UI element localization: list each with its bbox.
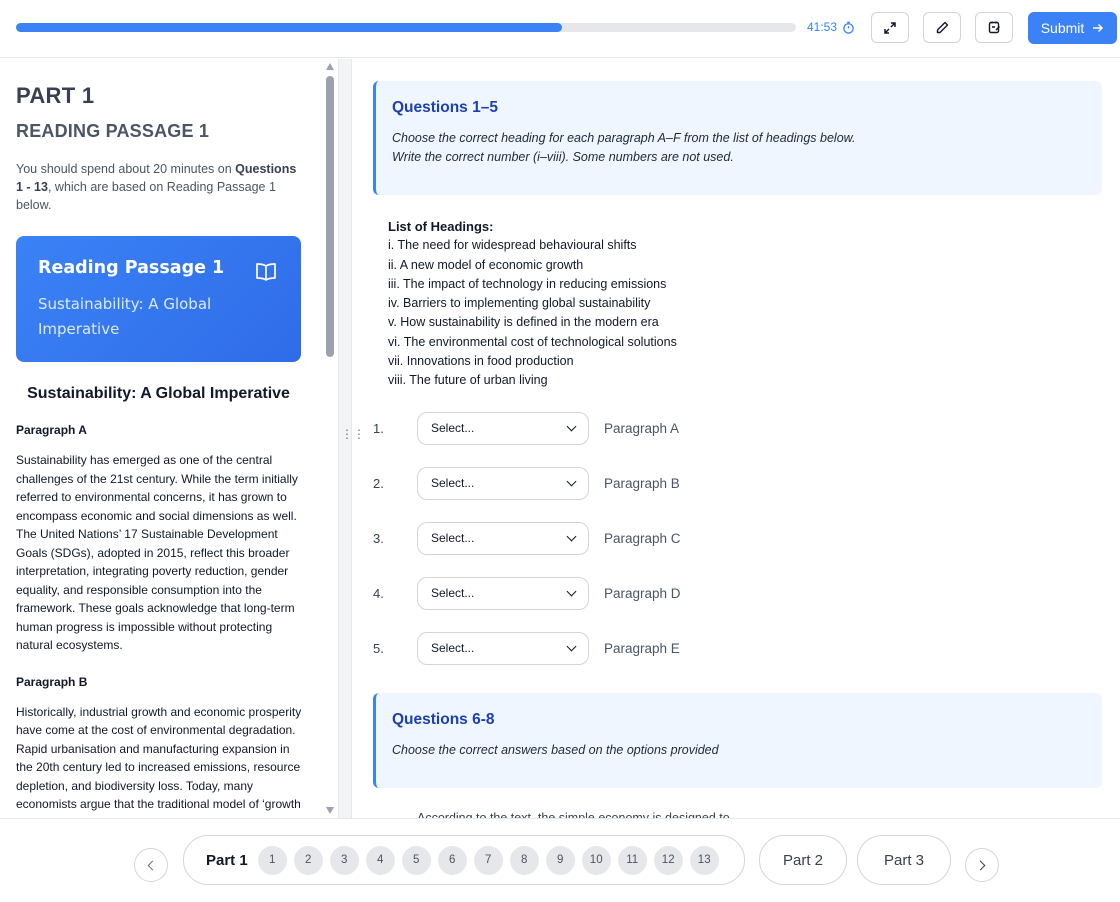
question-nav-8[interactable]: 8 — [510, 846, 539, 875]
instruction-line-1: Choose the correct heading for each paragraph A–F from the list of headings below. — [392, 131, 856, 145]
question-nav-3[interactable]: 3 — [330, 846, 359, 875]
select-value: Select... — [431, 531, 475, 545]
timer-text: 41:53 — [807, 20, 838, 34]
fullscreen-button[interactable] — [871, 12, 909, 43]
notepad-edit-icon — [987, 20, 1002, 35]
question-nav-11[interactable]: 11 — [618, 846, 647, 875]
paragraph-text-a: Sustainability has emerged as one of the central challenges of the 21st century. While the term initially referred to environmental concerns, it has grown to encompass economic and social dimensions as well. The United Nations’ 17 Sustainable Development Goals (SDGs), adopted in 2015, reflect this broader interpretation, integrating poverty reduction, gender equality, and responsible consumption into the framework. These goals acknowledge that long-term human progress is impossible without protecting natural ecosystems. — [16, 453, 298, 652]
part-label: Part 1 — [206, 851, 248, 869]
chevron-right-icon — [976, 860, 986, 870]
select-value: Select... — [431, 641, 475, 655]
article-title: Sustainability: A Global Imperative — [27, 385, 290, 402]
question-group-1 — [373, 81, 1102, 195]
next-part-button[interactable] — [965, 848, 999, 882]
part-label: Part 3 — [883, 851, 925, 869]
chevron-left-icon — [148, 860, 158, 870]
question-number: 3. — [373, 530, 384, 546]
question-group-instructions — [392, 129, 1086, 167]
answer-select-4[interactable] — [417, 577, 589, 610]
pencil-icon — [935, 20, 950, 35]
question-row-3 — [373, 521, 773, 555]
question-group-title: Questions 1–5 — [392, 99, 498, 116]
paragraph-heading-b: Paragraph B — [16, 674, 88, 689]
part-1-pill[interactable] — [183, 835, 745, 885]
question-label: Paragraph E — [604, 640, 680, 656]
scroll-down-arrow-icon[interactable] — [326, 807, 334, 814]
select-value: Select... — [431, 586, 475, 600]
part-title: PART 1 — [16, 83, 95, 108]
instruction-text-end: , which are based on Reading Passage 1 below. — [16, 180, 276, 212]
select-value: Select... — [431, 476, 475, 490]
question-nav-9[interactable]: 9 — [546, 846, 575, 875]
card-subtitle: Sustainability: A Global Imperative — [38, 295, 212, 338]
question-nav-6[interactable]: 6 — [438, 846, 467, 875]
question-group-title: Questions 6-8 — [392, 711, 495, 728]
chevron-down-icon — [567, 476, 577, 486]
questions-panel — [352, 59, 1120, 818]
instruction-text: You should spend about 20 minutes on — [16, 162, 236, 176]
heading-item: v. How sustainability is defined in the modern era — [388, 315, 659, 330]
passage-card — [16, 236, 301, 362]
paragraph-text-b: Historically, industrial growth and economic prosperity have come at the cost of environmental degradation. Rapid urbanisation and manufacturing expansion in the 20th century led to increased emissions, resource depletion, and biodiversity loss. Today, many economists argue that the traditional model of ‘growth — [16, 704, 302, 811]
answer-select-2[interactable] — [417, 467, 589, 500]
question-nav-2[interactable]: 2 — [294, 846, 323, 875]
question-nav-12[interactable]: 12 — [654, 846, 683, 875]
chevron-down-icon — [567, 641, 577, 651]
select-value: Select... — [431, 421, 475, 435]
stopwatch-icon — [842, 21, 855, 34]
book-open-icon — [255, 262, 277, 282]
heading-item: iii. The impact of technology in reducing emissions — [388, 276, 667, 291]
headings-title: List of Headings: — [388, 219, 494, 234]
heading-item: i. The need for widespread behavioural shifts — [388, 238, 637, 253]
heading-item: ii. A new model of economic growth — [388, 257, 584, 272]
question-row-2 — [373, 466, 773, 500]
chevron-down-icon — [567, 421, 577, 431]
question-nav-1[interactable]: 1 — [258, 846, 287, 875]
question-nav-13[interactable]: 13 — [690, 846, 719, 875]
part-2-pill[interactable] — [759, 835, 847, 885]
paragraph-heading-a: Paragraph A — [16, 423, 87, 437]
question-nav-7[interactable]: 7 — [474, 846, 503, 875]
scroll-thumb[interactable] — [326, 76, 334, 357]
instruction-bold: Questions 1 - 13 — [16, 162, 297, 194]
submit-label: Submit — [1040, 20, 1085, 36]
heading-item: vii. Innovations in food production — [388, 354, 574, 369]
heading-item: iv. Barriers to implementing global sustainability — [388, 296, 651, 311]
heading-item: viii. The future of urban living — [388, 373, 548, 388]
answer-select-1[interactable] — [417, 412, 589, 445]
heading-item: vi. The environmental cost of technological solutions — [388, 334, 677, 349]
question-row-5 — [373, 631, 773, 665]
answer-select-5[interactable] — [417, 632, 589, 665]
previous-part-button[interactable] — [134, 848, 168, 882]
drag-handle-icon[interactable]: ⋮⋮ — [341, 427, 365, 441]
card-title: Reading Passage 1 — [38, 258, 225, 278]
top-bar — [0, 0, 1120, 58]
question-nav-4[interactable]: 4 — [366, 846, 395, 875]
question-label: Paragraph A — [604, 420, 680, 436]
headings-list — [388, 217, 677, 391]
highlight-button[interactable] — [923, 12, 961, 43]
timer — [807, 20, 855, 34]
question-number: 1. — [373, 420, 384, 436]
progress-bar-fill — [16, 23, 562, 32]
question-row-1 — [373, 411, 773, 445]
question-row-4 — [373, 576, 773, 610]
chevron-down-icon — [567, 531, 577, 541]
expand-icon — [883, 21, 897, 35]
question-label: Paragraph D — [604, 585, 681, 601]
question-nav-10[interactable]: 10 — [582, 846, 611, 875]
part-navigation — [0, 818, 1120, 902]
question-label: Paragraph C — [604, 530, 681, 546]
scroll-up-arrow-icon[interactable] — [326, 63, 334, 70]
arrow-right-icon — [1092, 22, 1104, 34]
chevron-down-icon — [567, 586, 577, 596]
notes-button[interactable] — [975, 12, 1013, 43]
question-number: 5. — [373, 640, 384, 656]
passage-scrollbar[interactable] — [323, 59, 338, 818]
instructions — [16, 160, 306, 214]
question-number: 2. — [373, 475, 384, 491]
question-group-instructions: Choose the correct answers based on the options provided — [392, 743, 719, 757]
part-3-pill[interactable] — [857, 835, 951, 885]
panel-resizer[interactable] — [338, 59, 365, 818]
submit-button[interactable] — [1028, 12, 1117, 44]
passage-label: READING PASSAGE 1 — [16, 121, 210, 141]
answer-select-3[interactable] — [417, 522, 589, 555]
instruction-line-2: Write the correct number (i–viii). Some numbers are not used. — [392, 150, 734, 164]
part-label: Part 2 — [782, 851, 824, 869]
question-label: Paragraph B — [604, 475, 680, 491]
passage-panel — [0, 59, 322, 818]
question-nav-5[interactable]: 5 — [402, 846, 431, 875]
question-number: 4. — [373, 585, 384, 601]
progress-bar — [16, 23, 796, 32]
question-group-2 — [373, 693, 1102, 788]
